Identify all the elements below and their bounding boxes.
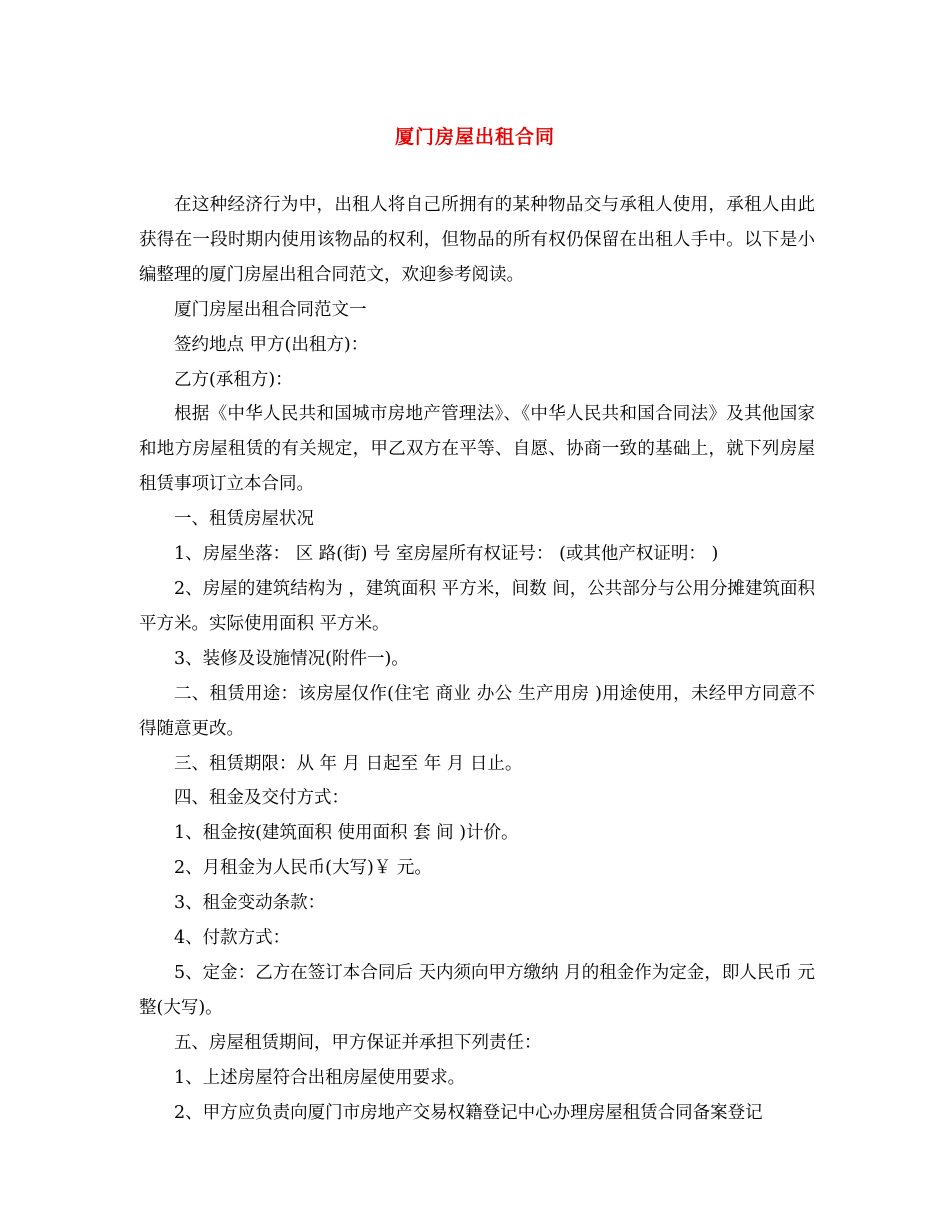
paragraph-intro: 在这种经济行为中，出租人将自己所拥有的某种物品交与承租人使用，承租人由此获得在一段时期内使用该物品的权利，但物品的所有权仍保留在出租人手中。以下是小编整理的厦门房屋出租合同范文，欢迎参考阅读。 (139, 195, 815, 285)
section-heading-4: 四、租金及交付方式： (174, 788, 349, 809)
section-heading-1: 一、租赁房屋状况 (174, 509, 314, 530)
paragraph-4-1: 1、租金按(建筑面积 使用面积 套 间 )计价。 (174, 823, 519, 844)
section-heading-2: 二、租赁用途：该房屋仅作(住宅 商业 办公 生产用房 )用途使用，未经甲方同意不得随意更改。 (139, 683, 815, 739)
paragraph-4-2: 2、月租金为人民币(大写)￥ 元。 (174, 858, 432, 879)
paragraph-party-b: 乙方(承租方)： (174, 369, 293, 390)
document-title: 厦门房屋出租合同 (394, 126, 555, 148)
section-heading-3: 三、租赁期限：从 年 月 日起至 年 月 日止。 (174, 753, 523, 774)
paragraph-4-5: 5、定金：乙方在签订本合同后 天内须向甲方缴纳 月的租金作为定金，即人民币 元整(大写)。 (139, 962, 815, 1018)
paragraph-signing-place: 签约地点 甲方(出租方)： (174, 334, 369, 355)
paragraph-4-4: 4、付款方式： (174, 928, 291, 949)
paragraph-4-3: 3、租金变动条款： (174, 893, 326, 914)
document-body (139, 188, 815, 1130)
paragraph-sample-heading: 厦门房屋出租合同范文一 (174, 299, 367, 320)
paragraph-1-2: 2、房屋的建筑结构为 ，建筑面积 平方米，间数 间，公共部分与公用分摊建筑面积 平方米。实际使用面积 平方米。 (139, 578, 815, 634)
paragraph-5-2: 2、甲方应负责向厦门市房地产交易权籍登记中心办理房屋租赁合同备案登记 (174, 1102, 763, 1123)
paragraph-1-1: 1、房屋坐落： 区 路(街) 号 室房屋所有权证号： (或其他产权证明： ) (174, 544, 719, 565)
section-heading-5: 五、房屋租赁期间，甲方保证并承担下列责任： (174, 1032, 542, 1053)
paragraph-1-3: 3、装修及设施情况(附件一)。 (174, 648, 409, 669)
paragraph-5-1: 1、上述房屋符合出租房屋使用要求。 (174, 1067, 466, 1088)
paragraph-legal-basis: 根据《中华人民共和国城市房地产管理法》、《中华人民共和国合同法》及其他国家和地方房屋租赁的有关规定，甲乙双方在平等、自愿、协商一致的基础上，就下列房屋租赁事项订立本合同。 (139, 404, 815, 495)
